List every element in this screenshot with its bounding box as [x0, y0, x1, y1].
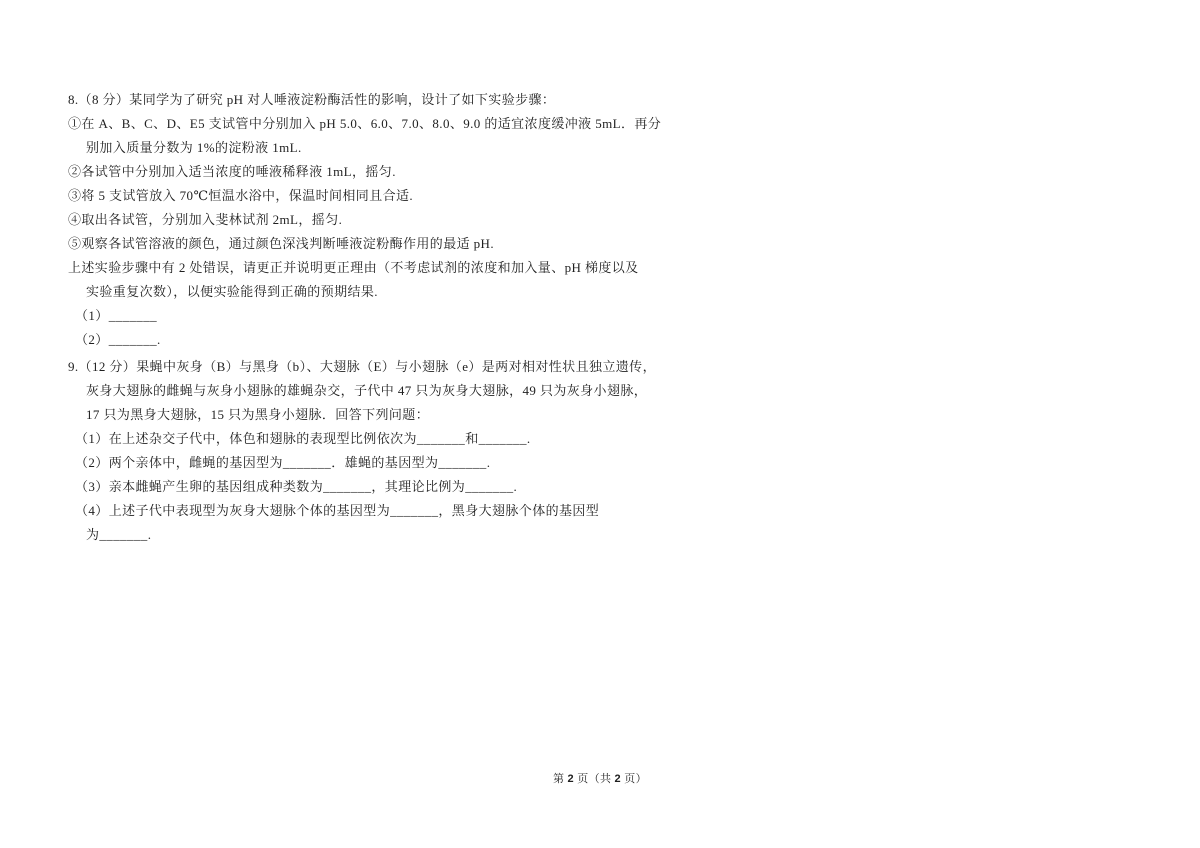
footer-current-page-number: 2 — [567, 773, 575, 785]
q8-step4-line: ④取出各试管，分别加入斐林试剂 2mL，摇匀. — [68, 212, 343, 227]
q8-blank-answer-2-line: （2）_______. — [75, 332, 161, 347]
footer-suffix-text: 页） — [621, 773, 648, 785]
footer-middle-text: 页（共 — [574, 773, 615, 785]
q9-subquestion-2-line: （2）两个亲体中，雌蝇的基因型为_______．雄蝇的基因型为_______. — [75, 455, 491, 470]
q8-step3-line: ③将 5 支试管放入 70℃恒温水浴中，保温时间相同且合适. — [68, 188, 414, 203]
q9-header-continuation-line-2: 17 只为黑身大翅脉，15 只为黑身小翅脉．回答下列问题： — [86, 407, 430, 422]
q8-instruction-continuation-line: 实验重复次数），以便实验能得到正确的预期结果. — [86, 284, 378, 299]
q8-step2-line: ②各试管中分别加入适当浓度的唾液稀释液 1mL，摇匀. — [68, 164, 396, 179]
q8-step1-line: ①在 A、B、C、D、E5 支试管中分别加入 pH 5.0、6.0、7.0、8.0、9.0 的适宜浓度缓冲液 5mL．再分 — [68, 116, 662, 131]
q9-subquestion-4-line: （4）上述子代中表现型为灰身大翅脉个体的基因型为_______，黑身大翅脉个体的基因型 — [75, 503, 600, 518]
q9-subquestion-1-line: （1）在上述杂交子代中，体色和翅脉的表现型比例依次为_______和_______. — [75, 431, 531, 446]
footer-total-page-number: 2 — [614, 773, 622, 785]
q8-instruction-line: 上述实验步骤中有 2 处错误，请更正并说明更正理由（不考虑试剂的浓度和加入量、pH 梯度以及 — [68, 260, 639, 275]
q8-step1-continuation-line: 别加入质量分数为 1%的淀粉液 1mL. — [86, 140, 302, 155]
q9-header-continuation-line-1: 灰身大翅脉的雌蝇与灰身小翅脉的雄蝇杂交，子代中 47 只为灰身大翅脉，49 只为灰身小翅脉， — [86, 383, 648, 398]
question-8 — [68, 88, 662, 352]
q8-blank-answer-1-line: （1）_______ — [75, 308, 157, 323]
q8-step5-line: ⑤观察各试管溶液的颜色，通过颜色深浅判断唾液淀粉酶作用的最适 pH. — [68, 236, 494, 251]
page-number-footer — [0, 770, 1200, 788]
question-9 — [68, 355, 656, 547]
q8-header-line: 8.（8 分）某同学为了研究 pH 对人唾液淀粉酶活性的影响，设计了如下实验步骤： — [68, 92, 556, 107]
q9-header-line: 9.（12 分）果蝇中灰身（B）与黑身（b）、大翅脉（E）与小翅脉（e）是两对相对性状且独立遗传， — [68, 359, 656, 374]
q9-subquestion-4-continuation-line: 为_______. — [86, 527, 152, 542]
footer-prefix-text: 第 — [552, 773, 568, 785]
exam-content — [68, 88, 662, 547]
q9-subquestion-3-line: （3）亲本雌蝇产生卵的基因组成种类数为_______，其理论比例为_______. — [75, 479, 518, 494]
